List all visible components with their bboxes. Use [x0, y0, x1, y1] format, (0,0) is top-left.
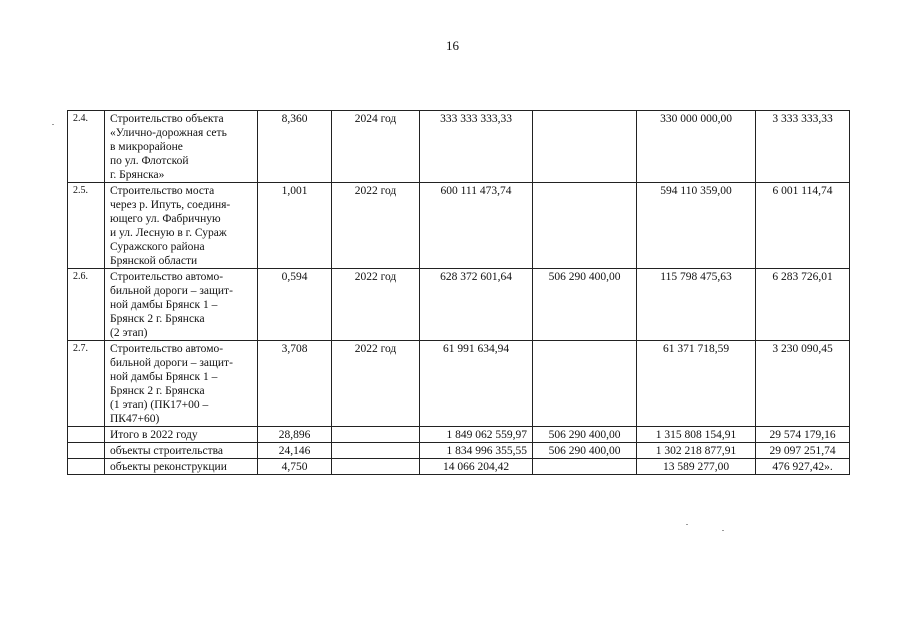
completion-year: 2022 год	[332, 269, 420, 341]
total-cost: 333 333 333,33	[420, 111, 533, 183]
federal-budget	[533, 341, 637, 427]
regional-budget: 115 798 475,63	[637, 269, 756, 341]
table-row	[68, 111, 850, 183]
completion-year	[332, 443, 420, 459]
federal-budget	[533, 111, 637, 183]
completion-year: 2022 год	[332, 341, 420, 427]
completion-year	[332, 459, 420, 475]
total-cost: 628 372 601,64	[420, 269, 533, 341]
table-row	[68, 459, 850, 475]
object-name: Строительство автомо- бильной дороги – защит- ной дамбы Брянск 1 – Брянск 2 г. Брянска (1 этап) (ПК17+00 – ПК47+60)	[105, 341, 258, 427]
scan-artifact	[722, 530, 724, 531]
row-number	[68, 459, 105, 475]
completion-year	[332, 427, 420, 443]
federal-budget	[533, 183, 637, 269]
regional-budget: 13 589 277,00	[637, 459, 756, 475]
regional-budget: 61 371 718,59	[637, 341, 756, 427]
scan-artifact	[686, 524, 688, 525]
row-number	[68, 443, 105, 459]
completion-year: 2022 год	[332, 183, 420, 269]
local-budget: 29 574 179,16	[756, 427, 850, 443]
row-number: 2.6.	[68, 269, 105, 341]
row-number	[68, 427, 105, 443]
object-name: объекты реконструкции	[105, 459, 258, 475]
federal-budget: 506 290 400,00	[533, 427, 637, 443]
object-name: Строительство автомо- бильной дороги – защит- ной дамбы Брянск 1 – Брянск 2 г. Брянска (2 этап)	[105, 269, 258, 341]
object-name: объекты строительства	[105, 443, 258, 459]
object-name: Итого в 2022 году	[105, 427, 258, 443]
row-number: 2.5.	[68, 183, 105, 269]
total-cost: 14 066 204,42	[420, 459, 533, 475]
row-number: 2.4.	[68, 111, 105, 183]
regional-budget: 594 110 359,00	[637, 183, 756, 269]
local-budget: 6 283 726,01	[756, 269, 850, 341]
local-budget: 3 230 090,45	[756, 341, 850, 427]
object-name: Строительство объекта «Улично-дорожная сеть в микрорайоне по ул. Флотской г. Брянска»	[105, 111, 258, 183]
road-length: 4,750	[258, 459, 332, 475]
federal-budget: 506 290 400,00	[533, 269, 637, 341]
construction-objects-table	[67, 110, 850, 475]
road-length: 24,146	[258, 443, 332, 459]
local-budget: 29 097 251,74	[756, 443, 850, 459]
table-row	[68, 341, 850, 427]
table-row	[68, 269, 850, 341]
local-budget: 476 927,42».	[756, 459, 850, 475]
total-cost: 1 849 062 559,97	[420, 427, 533, 443]
total-cost: 600 111 473,74	[420, 183, 533, 269]
table-row	[68, 183, 850, 269]
road-length: 28,896	[258, 427, 332, 443]
object-name: Строительство моста через р. Ипуть, соединя- ющего ул. Фабричную и ул. Лесную в г. Сураж Суражского района Брянской области	[105, 183, 258, 269]
table-row	[68, 443, 850, 459]
regional-budget: 1 302 218 877,91	[637, 443, 756, 459]
local-budget: 3 333 333,33	[756, 111, 850, 183]
regional-budget: 330 000 000,00	[637, 111, 756, 183]
completion-year: 2024 год	[332, 111, 420, 183]
table-row	[68, 427, 850, 443]
federal-budget: 506 290 400,00	[533, 443, 637, 459]
road-length: 0,594	[258, 269, 332, 341]
federal-budget	[533, 459, 637, 475]
road-length: 3,708	[258, 341, 332, 427]
row-number: 2.7.	[68, 341, 105, 427]
total-cost: 1 834 996 355,55	[420, 443, 533, 459]
scan-artifact	[52, 124, 54, 125]
road-length: 1,001	[258, 183, 332, 269]
road-length: 8,360	[258, 111, 332, 183]
local-budget: 6 001 114,74	[756, 183, 850, 269]
total-cost: 61 991 634,94	[420, 341, 533, 427]
page-number: 16	[446, 38, 459, 53]
regional-budget: 1 315 808 154,91	[637, 427, 756, 443]
